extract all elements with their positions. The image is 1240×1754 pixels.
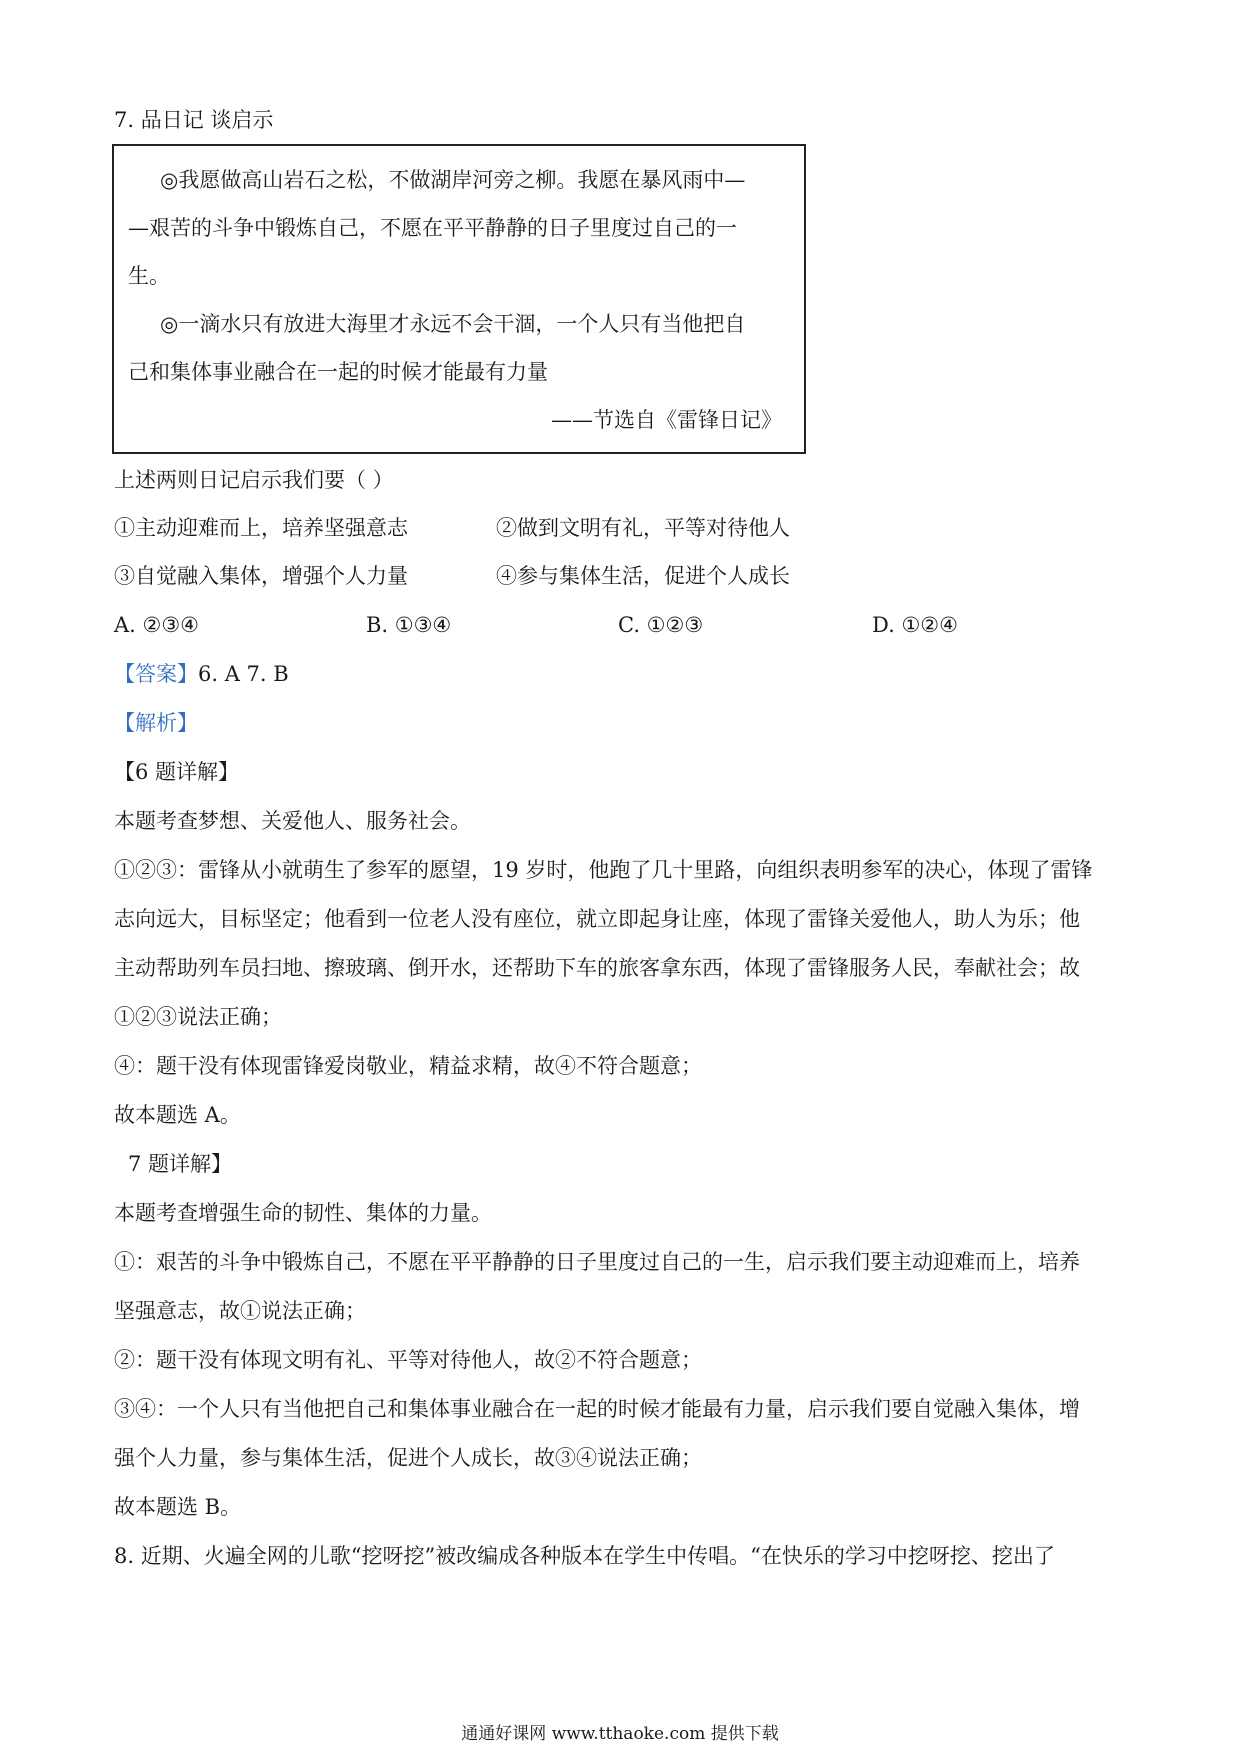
option-c: C. ①②③: [618, 613, 704, 637]
q7-detail-line: 坚强意志，故①说法正确；: [114, 1299, 366, 1323]
quote-p1-line3: 生。: [128, 264, 170, 288]
q7-detail-line: 本题考查增强生命的韧性、集体的力量。: [114, 1201, 492, 1225]
q6-detail-line: ①②③说法正确；: [114, 1005, 282, 1029]
statement-3: ③自觉融入集体，增强个人力量: [114, 564, 408, 588]
q7-detail-line: ③④：一个人只有当他把自己和集体事业融合在一起的时候才能最有力量，启示我们要自觉融入集体，增: [114, 1397, 1080, 1421]
statement-2: ②做到文明有礼，平等对待他人: [496, 516, 790, 540]
q7-stem: 上述两则日记启示我们要（ ）: [114, 468, 394, 492]
q6-detail-line: 主动帮助列车员扫地、擦玻璃、倒开水，还帮助下车的旅客拿东西，体现了雷锋服务人民，奉献社会；故: [114, 956, 1080, 980]
statement-4: ④参与集体生活，促进个人成长: [496, 564, 790, 588]
option-d: D. ①②④: [872, 613, 958, 637]
q7-heading: 7. 品日记 谈启示: [114, 108, 274, 132]
q6-detail-line: ①②③：雷锋从小就萌生了参军的愿望，19 岁时，他跑了几十里路，向组织表明参军的决心，体现了雷锋: [114, 858, 1093, 882]
q6-detail-line: 故本题选 A。: [114, 1103, 241, 1127]
q6-detail-line: 本题考查梦想、关爱他人、服务社会。: [114, 809, 471, 833]
quote-source: ——节选自《雷锋日记》: [551, 408, 782, 432]
option-b: B. ①③④: [366, 613, 452, 637]
diary-quote-box: [112, 144, 806, 454]
q7-detail-line: 强个人力量，参与集体生活，促进个人成长，故③④说法正确；: [114, 1446, 702, 1470]
q7-detail-heading: 7 题详解】: [128, 1152, 233, 1176]
q6-detail-line: 志向远大，目标坚定；他看到一位老人没有座位，就立即起身让座，体现了雷锋关爱他人，助人为乐；他: [114, 907, 1080, 931]
answer-text: 6. A 7. B: [198, 662, 289, 686]
q7-detail-line: 故本题选 B。: [114, 1495, 242, 1519]
footer-watermark: 通通好课网 www.tthaoke.com 提供下载: [461, 1724, 779, 1744]
quote-p2-line1: ◎一滴水只有放进大海里才永远不会干涸，一个人只有当他把自: [160, 312, 746, 336]
option-a: A. ②③④: [114, 613, 199, 637]
q6-detail-heading: 【6 题详解】: [114, 760, 240, 784]
q8-line: 8. 近期、火遍全网的儿歌“挖呀挖”被改编成各种版本在学生中传唱。“在快乐的学习中挖呀挖、挖出了: [114, 1544, 1055, 1568]
quote-p1-line1: ◎我愿做高山岩石之松，不做湖岸河旁之柳。我愿在暴风雨中—: [160, 168, 746, 192]
q7-detail-line: ②：题干没有体现文明有礼、平等对待他人，故②不符合题意；: [114, 1348, 702, 1372]
q7-detail-line: ①：艰苦的斗争中锻炼自己，不愿在平平静静的日子里度过自己的一生，启示我们要主动迎难而上，培养: [114, 1250, 1080, 1274]
quote-p1-line2: —艰苦的斗争中锻炼自己，不愿在平平静静的日子里度过自己的一: [128, 216, 737, 240]
answer-label: 【答案】: [114, 662, 198, 686]
quote-p2-line2: 己和集体事业融合在一起的时候才能最有力量: [128, 360, 548, 384]
analysis-label: 【解析】: [114, 711, 198, 735]
statement-1: ①主动迎难而上，培养坚强意志: [114, 516, 408, 540]
q6-detail-line: ④：题干没有体现雷锋爱岗敬业，精益求精，故④不符合题意；: [114, 1054, 702, 1078]
answer-line: [114, 660, 289, 688]
